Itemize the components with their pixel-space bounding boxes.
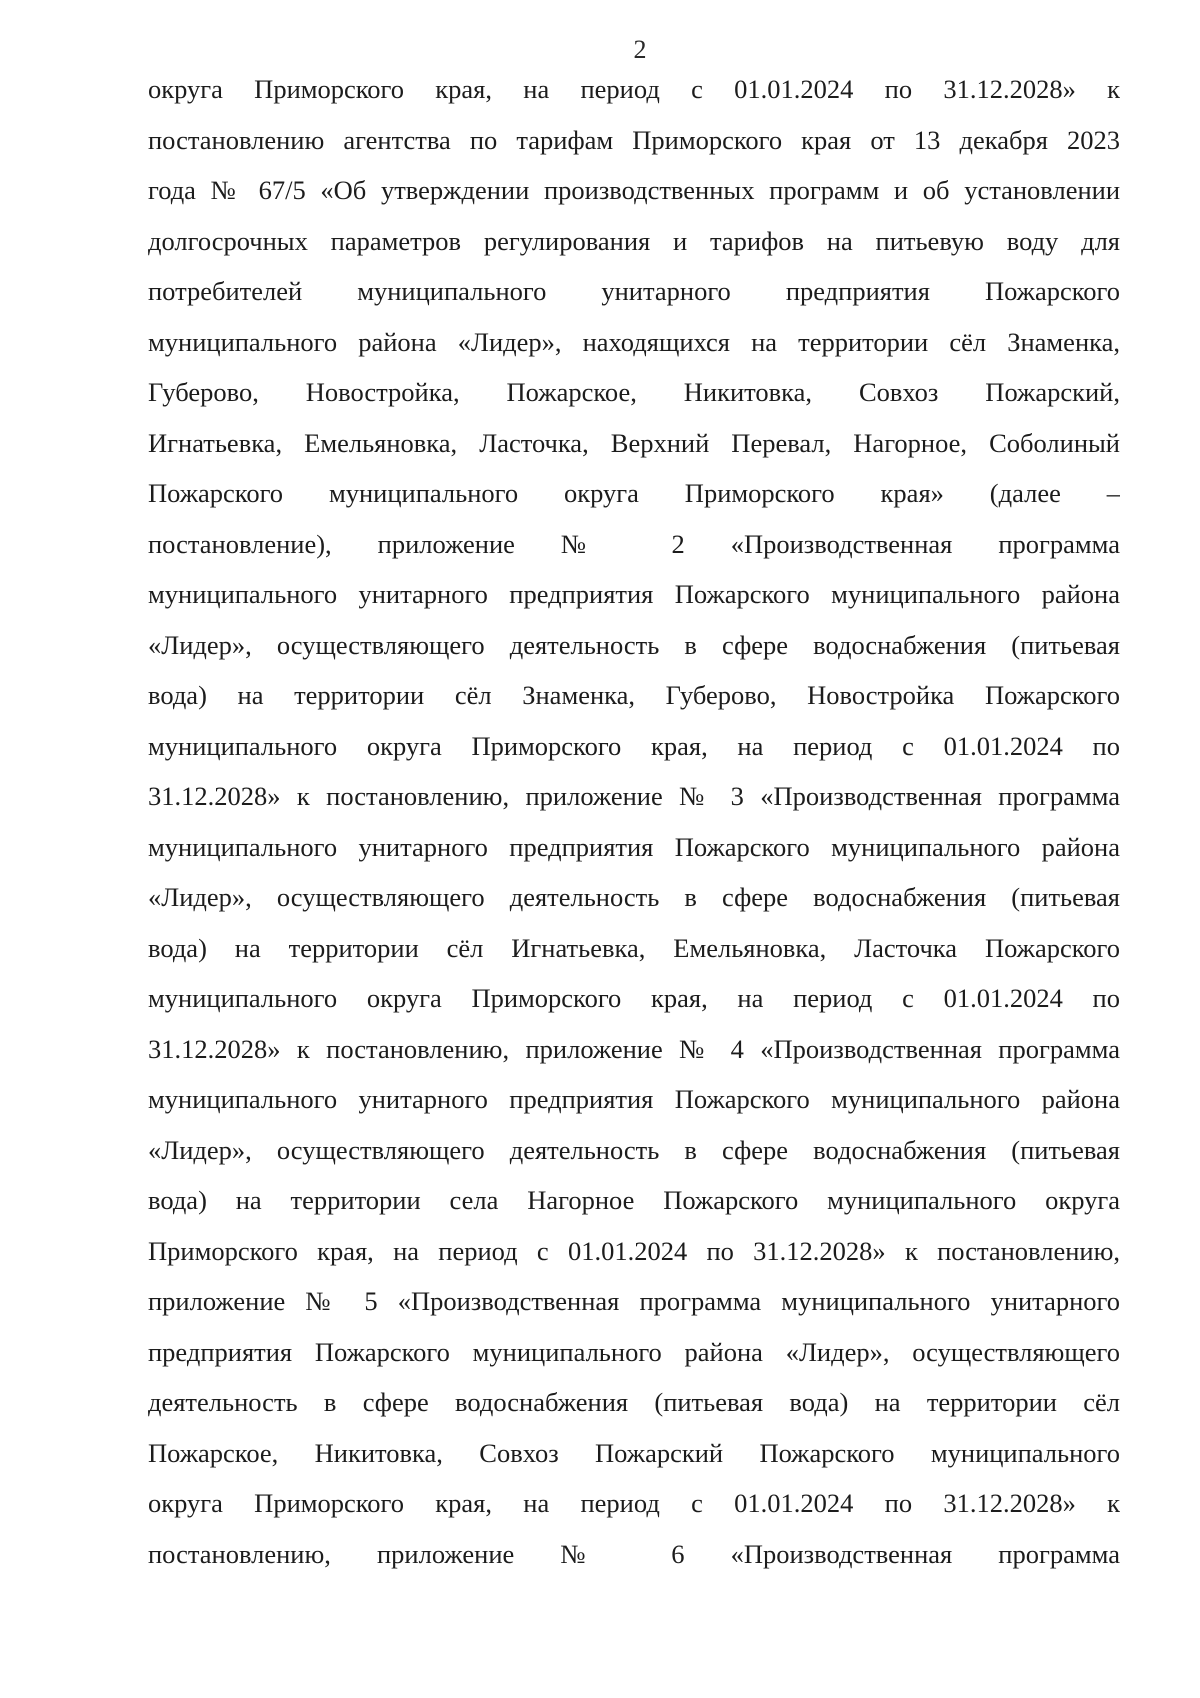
text-line: округа Приморского края, на период с 01.01.2024 по 31.12.2028» к [148,1488,1120,1518]
text-line: 31.12.2028» к постановлению, приложение № 4 «Производственная программа [148,1033,1120,1064]
text-line: постановлению, приложение № 6 «Производственная программа [148,1538,1120,1569]
text-line: муниципального района «Лидер», находящихся на территории сёл Знаменка, [148,326,1120,357]
text-line: вода) на территории села Нагорное Пожарского муниципального округа [148,1185,1120,1215]
text-line: года № 67/5 «Об утверждении производственных программ и об установлении [148,175,1120,205]
page-number: 2 [633,35,647,64]
text-line: потребителей муниципального унитарного предприятия Пожарского [148,276,1120,306]
text-line: приложение № 5 «Производственная программа муниципального унитарного [148,1286,1120,1316]
text-line: Игнатьевка, Емельяновка, Ласточка, Верхний Перевал, Нагорное, Соболиный [148,427,1120,458]
text-line: муниципального унитарного предприятия Пожарского муниципального района [148,831,1120,862]
text-line: Приморского края, на период с 01.01.2024 по 31.12.2028» к постановлению, [148,1235,1120,1266]
text-line: муниципального округа Приморского края, на период с 01.01.2024 по [148,730,1120,761]
text-line: «Лидер», осуществляющего деятельность в сфере водоснабжения (питьевая [148,1134,1120,1165]
text-line: округа Приморского края, на период с 01.01.2024 по 31.12.2028» к [148,74,1120,104]
text-line: деятельность в сфере водоснабжения (питьевая вода) на территории сёл [148,1387,1120,1417]
text-line: Пожарского муниципального округа Приморского края» (далее – [148,478,1120,508]
text-line: долгосрочных параметров регулирования и тарифов на питьевую воду для [148,225,1120,256]
document-body [148,64,1120,1579]
text-line: «Лидер», осуществляющего деятельность в сфере водоснабжения (питьевая [148,629,1120,660]
text-line: 31.12.2028» к постановлению, приложение № 3 «Производственная программа [148,781,1120,811]
text-line: Пожарское, Никитовка, Совхоз Пожарский Пожарского муниципального [148,1437,1120,1468]
text-line: предприятия Пожарского муниципального района «Лидер», осуществляющего [148,1336,1120,1367]
text-line: муниципального унитарного предприятия Пожарского муниципального района [148,1084,1120,1114]
text-line: вода) на территории сёл Знаменка, Губерово, Новостройка Пожарского [148,680,1120,710]
text-line: Губерово, Новостройка, Пожарское, Никитовка, Совхоз Пожарский, [148,377,1120,407]
text-line: муниципального округа Приморского края, на период с 01.01.2024 по [148,983,1120,1013]
text-line: вода) на территории сёл Игнатьевка, Емельяновка, Ласточка Пожарского [148,932,1120,963]
text-line: «Лидер», осуществляющего деятельность в сфере водоснабжения (питьевая [148,882,1120,912]
text-line: постановлению агентства по тарифам Приморского края от 13 декабря 2023 [148,124,1120,155]
text-line: постановление), приложение № 2 «Производственная программа [148,528,1120,559]
text-line: муниципального унитарного предприятия Пожарского муниципального района [148,579,1120,609]
